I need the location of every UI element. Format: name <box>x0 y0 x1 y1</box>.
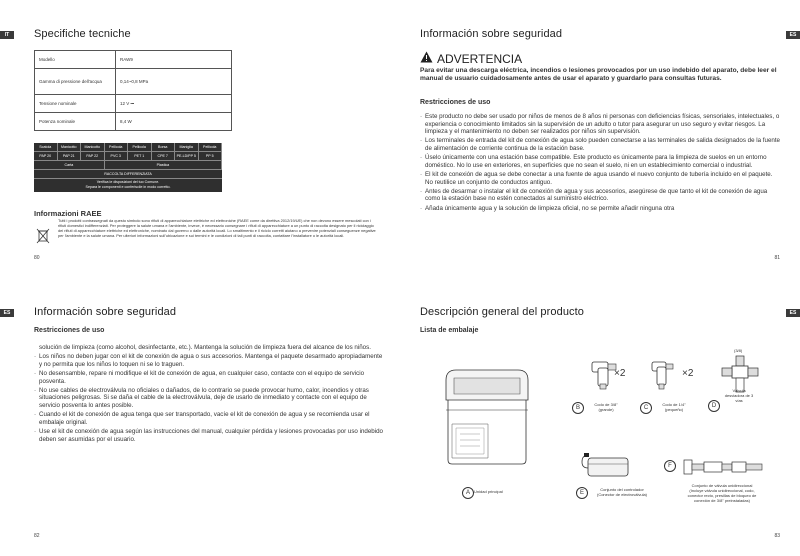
list-item: · No use cables de electroválvula no oficiales o dañados, de lo contrario se puede provocar humo, calor, incendios y otras situaciones peligrosas. Si se daña el cable de la electroválvula, deje de usarlo de inmediato y contacte con el equipo de servicio posventa lo antes posible. <box>34 387 384 410</box>
spec-label: Gamma di pressione dell'acqua <box>35 69 116 95</box>
recycling-note <box>34 179 222 192</box>
spec-value: 8,4 W <box>116 113 232 131</box>
page-80 <box>0 0 400 278</box>
list-item: · Añada únicamente agua y la solución de limpieza oficial, no se permite añadir ninguna otra <box>420 205 780 213</box>
page-number: 81 <box>774 255 780 261</box>
recycling-note-line: Separa le componenti e conferiscile in modo corretto. <box>85 185 171 189</box>
language-tab: ES <box>0 309 14 317</box>
warning-heading <box>420 51 522 66</box>
recycling-header-row <box>34 143 222 152</box>
controller-illustration <box>578 452 634 487</box>
item-letter-f: F <box>664 460 676 472</box>
main-unit-illustration <box>442 364 534 473</box>
grid-cell: PAP 21 <box>58 152 82 161</box>
page-81 <box>400 0 800 278</box>
warning-title: ADVERTENCIA <box>437 51 523 66</box>
language-tab: IT <box>0 31 14 39</box>
item-label-b: Codo de 3/8" (grande) <box>594 402 618 412</box>
warning-intro: Para evitar una descarga eléctrica, incendios o lesiones provocados por un uso indebido del aparato, debe leer el manual de usuario cuidadosamente antes de usar el aparato y guardarlo para consultas futuras. <box>420 67 777 82</box>
recycling-grid <box>34 143 222 192</box>
language-tab: ES <box>786 309 800 317</box>
check-valve-assembly-illustration <box>682 454 768 485</box>
page-number: 80 <box>34 255 40 261</box>
recycling-collection-row: RACCOLTA DIFFERENZIATA <box>34 170 222 179</box>
grid-cell: PAP 20 <box>34 152 58 161</box>
grid-cell: Pellicola <box>199 143 223 152</box>
grid-cell: Pellicola <box>105 143 129 152</box>
section-subhead: Restricciones de uso <box>420 99 491 106</box>
list-item: · Los terminales de entrada del kit de conexión de agua solo pueden conectarse a las terminales de salida designados de la fuente de alimentación de corriente continua de la estación base. <box>420 137 780 152</box>
warning-triangle-icon <box>420 51 433 66</box>
item-letter-a: A <box>462 487 474 499</box>
grid-cell: Maniglia <box>175 143 199 152</box>
grid-cell: Plastica <box>105 161 222 170</box>
spec-value: 12 V ⎓ <box>116 95 232 113</box>
page-title: Descripción general del producto <box>420 306 585 318</box>
raee-title: Informazioni RAEE <box>34 209 102 218</box>
page-title: Specifiche tecniche <box>34 28 131 40</box>
language-tab: ES <box>786 31 800 39</box>
grid-cell: Pellicola <box>128 143 152 152</box>
section-subhead: Restricciones de uso <box>34 327 105 334</box>
list-item: · Antes de desarmar o instalar el kit de conexión de agua y sus accesorios, asegúrese de que tanto el kit de conexión de agua como la estación base no estén conectados al suministro eléctrico. <box>420 188 780 203</box>
quantity-b: ×2 <box>614 368 626 379</box>
spec-value: RAW9 <box>116 51 232 69</box>
raee-text: Tutti i prodotti contrassegnati da questo simbolo sono rifiuti di apparecchiature elettriche ed elettroniche (RAEE come da direttiva 2012/19/UE) che non devono essere mescolati con i rifiuti domestici indifferenziati. Per proteggere la salute umana e l'ambiente, invece, è necessario consegnare i rifiuti di apparecchiature a un punto di raccolta designato per il riciclaggio dei rifiuti di apparecchiature elettriche ed elettroniche, nominato dal governo o dalle autorità locali. Lo smaltimento e il riciclo corretti aiutano a prevenire potenziali conseguenze negative per l'ambiente e la salute umana. Per ulteriori informazioni sull'ubicazione e sui termini e le condizioni di tali punti di raccolta, contattare l'installatore o le autorità locali. <box>58 218 376 239</box>
grid-cell: PAP 22 <box>81 152 105 161</box>
grid-cell: PET 1 <box>128 152 152 161</box>
list-item: · Cuando el kit de conexión de agua tenga que ser transportado, vacíe el kit de conexión de agua y se recomienda usar el embalaje original. <box>34 411 384 426</box>
spec-label: Tensione nominale <box>35 95 116 113</box>
recycling-type-row <box>34 161 222 170</box>
item-label-c: Codo de 1/4" (pequeño) <box>662 402 686 412</box>
recycling-note-line: Verifica le disposizioni del tuo Comune. <box>96 180 160 184</box>
item-letter-c: C <box>640 402 652 414</box>
item-label-e: Conjunto del controlador (Conector de electroválvula) <box>596 487 648 497</box>
page-title: Información sobre seguridad <box>34 306 177 318</box>
safety-list <box>420 113 780 214</box>
grid-cell: CPE 7 <box>152 152 176 161</box>
grid-cell: Manicotto <box>81 143 105 152</box>
spec-table <box>34 50 232 131</box>
spec-label: Modello <box>35 51 116 69</box>
quantity-c: ×2 <box>682 368 694 379</box>
crossed-bin-icon <box>36 228 50 249</box>
spec-label: Potenza nominale <box>35 113 116 131</box>
page-number: 82 <box>34 533 40 539</box>
item-label-f: Conjunto de válvula unidireccional (Incluye válvula unidireccional, codo, conector recto, presillas de bloqueo de conexión de 3/8" preinstaladas) <box>687 483 757 503</box>
elbow-1-4-illustration <box>650 358 678 395</box>
item-letter-e: E <box>576 487 588 499</box>
recycling-material-row <box>34 152 222 161</box>
grid-cell: PP 5 <box>199 152 223 161</box>
item-label-d: Válvula desviadora de 3 vías <box>724 388 754 403</box>
section-subhead: Lista de embalaje <box>420 327 479 334</box>
item-letter-b: B <box>572 402 584 414</box>
grid-cell: Scatola <box>34 143 58 152</box>
item-label-a: Unidad principal <box>474 489 503 494</box>
grid-cell: PE-LD/PP 5 <box>175 152 199 161</box>
list-item: · Los niños no deben jugar con el kit de conexión de agua o sus accesorios. Mantenga el paquete desarmado apropiadamente y no permita que los niños lo toquen ni se lo traguen. <box>34 353 384 368</box>
grid-cell: Borsa <box>152 143 176 152</box>
valve-size-label: (3/8) <box>734 348 743 353</box>
page-number: 83 <box>774 533 780 539</box>
grid-cell: Carta <box>34 161 105 170</box>
list-item: · No desensamble, repare ni modifique el kit de conexión de agua, en cualquier caso, contacte con el equipo de servicio posventa. <box>34 370 384 385</box>
grid-cell: PVC 3 <box>105 152 129 161</box>
grid-cell: Manicotto <box>58 143 82 152</box>
item-letter-d: D <box>708 400 720 412</box>
spec-value: 0,14~0,8 MPa <box>116 69 232 95</box>
safety-list <box>34 344 384 445</box>
list-item: · Use el kit de conexión de agua según las instrucciones del manual, cualquier pérdida y lesiones provocadas por uso indebido deben ser asumidas por el usuario. <box>34 428 384 443</box>
list-item: · Este producto no debe ser usado por niños de menos de 8 años ni personas con deficiencias físicas, sensoriales, intelectuales, o experiencia o conocimiento limitados sin la supervisión de un adulto o tutor para asegurar un uso seguro y evitar riesgos. La limpieza y el mantenimiento no deben ser realizados por niños sin supervisión. <box>420 113 780 136</box>
continuation-text: solución de limpieza (como alcohol, desinfectante, etc.). Mantenga la solución de limpieza fuera del alcance de los niños. <box>39 344 371 351</box>
list-item: · Úselo únicamente con una estación base compatible. Este producto es únicamente para la limpieza de suelos en un entorno doméstico. No lo use en exteriores, en superficies que no sean el suelo, ni en un establecimiento comercial o industrial. <box>420 154 780 169</box>
page-83 <box>400 278 800 556</box>
page-title: Información sobre seguridad <box>420 28 563 40</box>
page-82 <box>0 278 400 556</box>
list-item: · El kit de conexión de agua se debe conectar a una fuente de agua usando el nuevo conjunto de tubería incluido en el paquete. No reutilice un conjunto de conductos antiguo. <box>420 171 780 186</box>
